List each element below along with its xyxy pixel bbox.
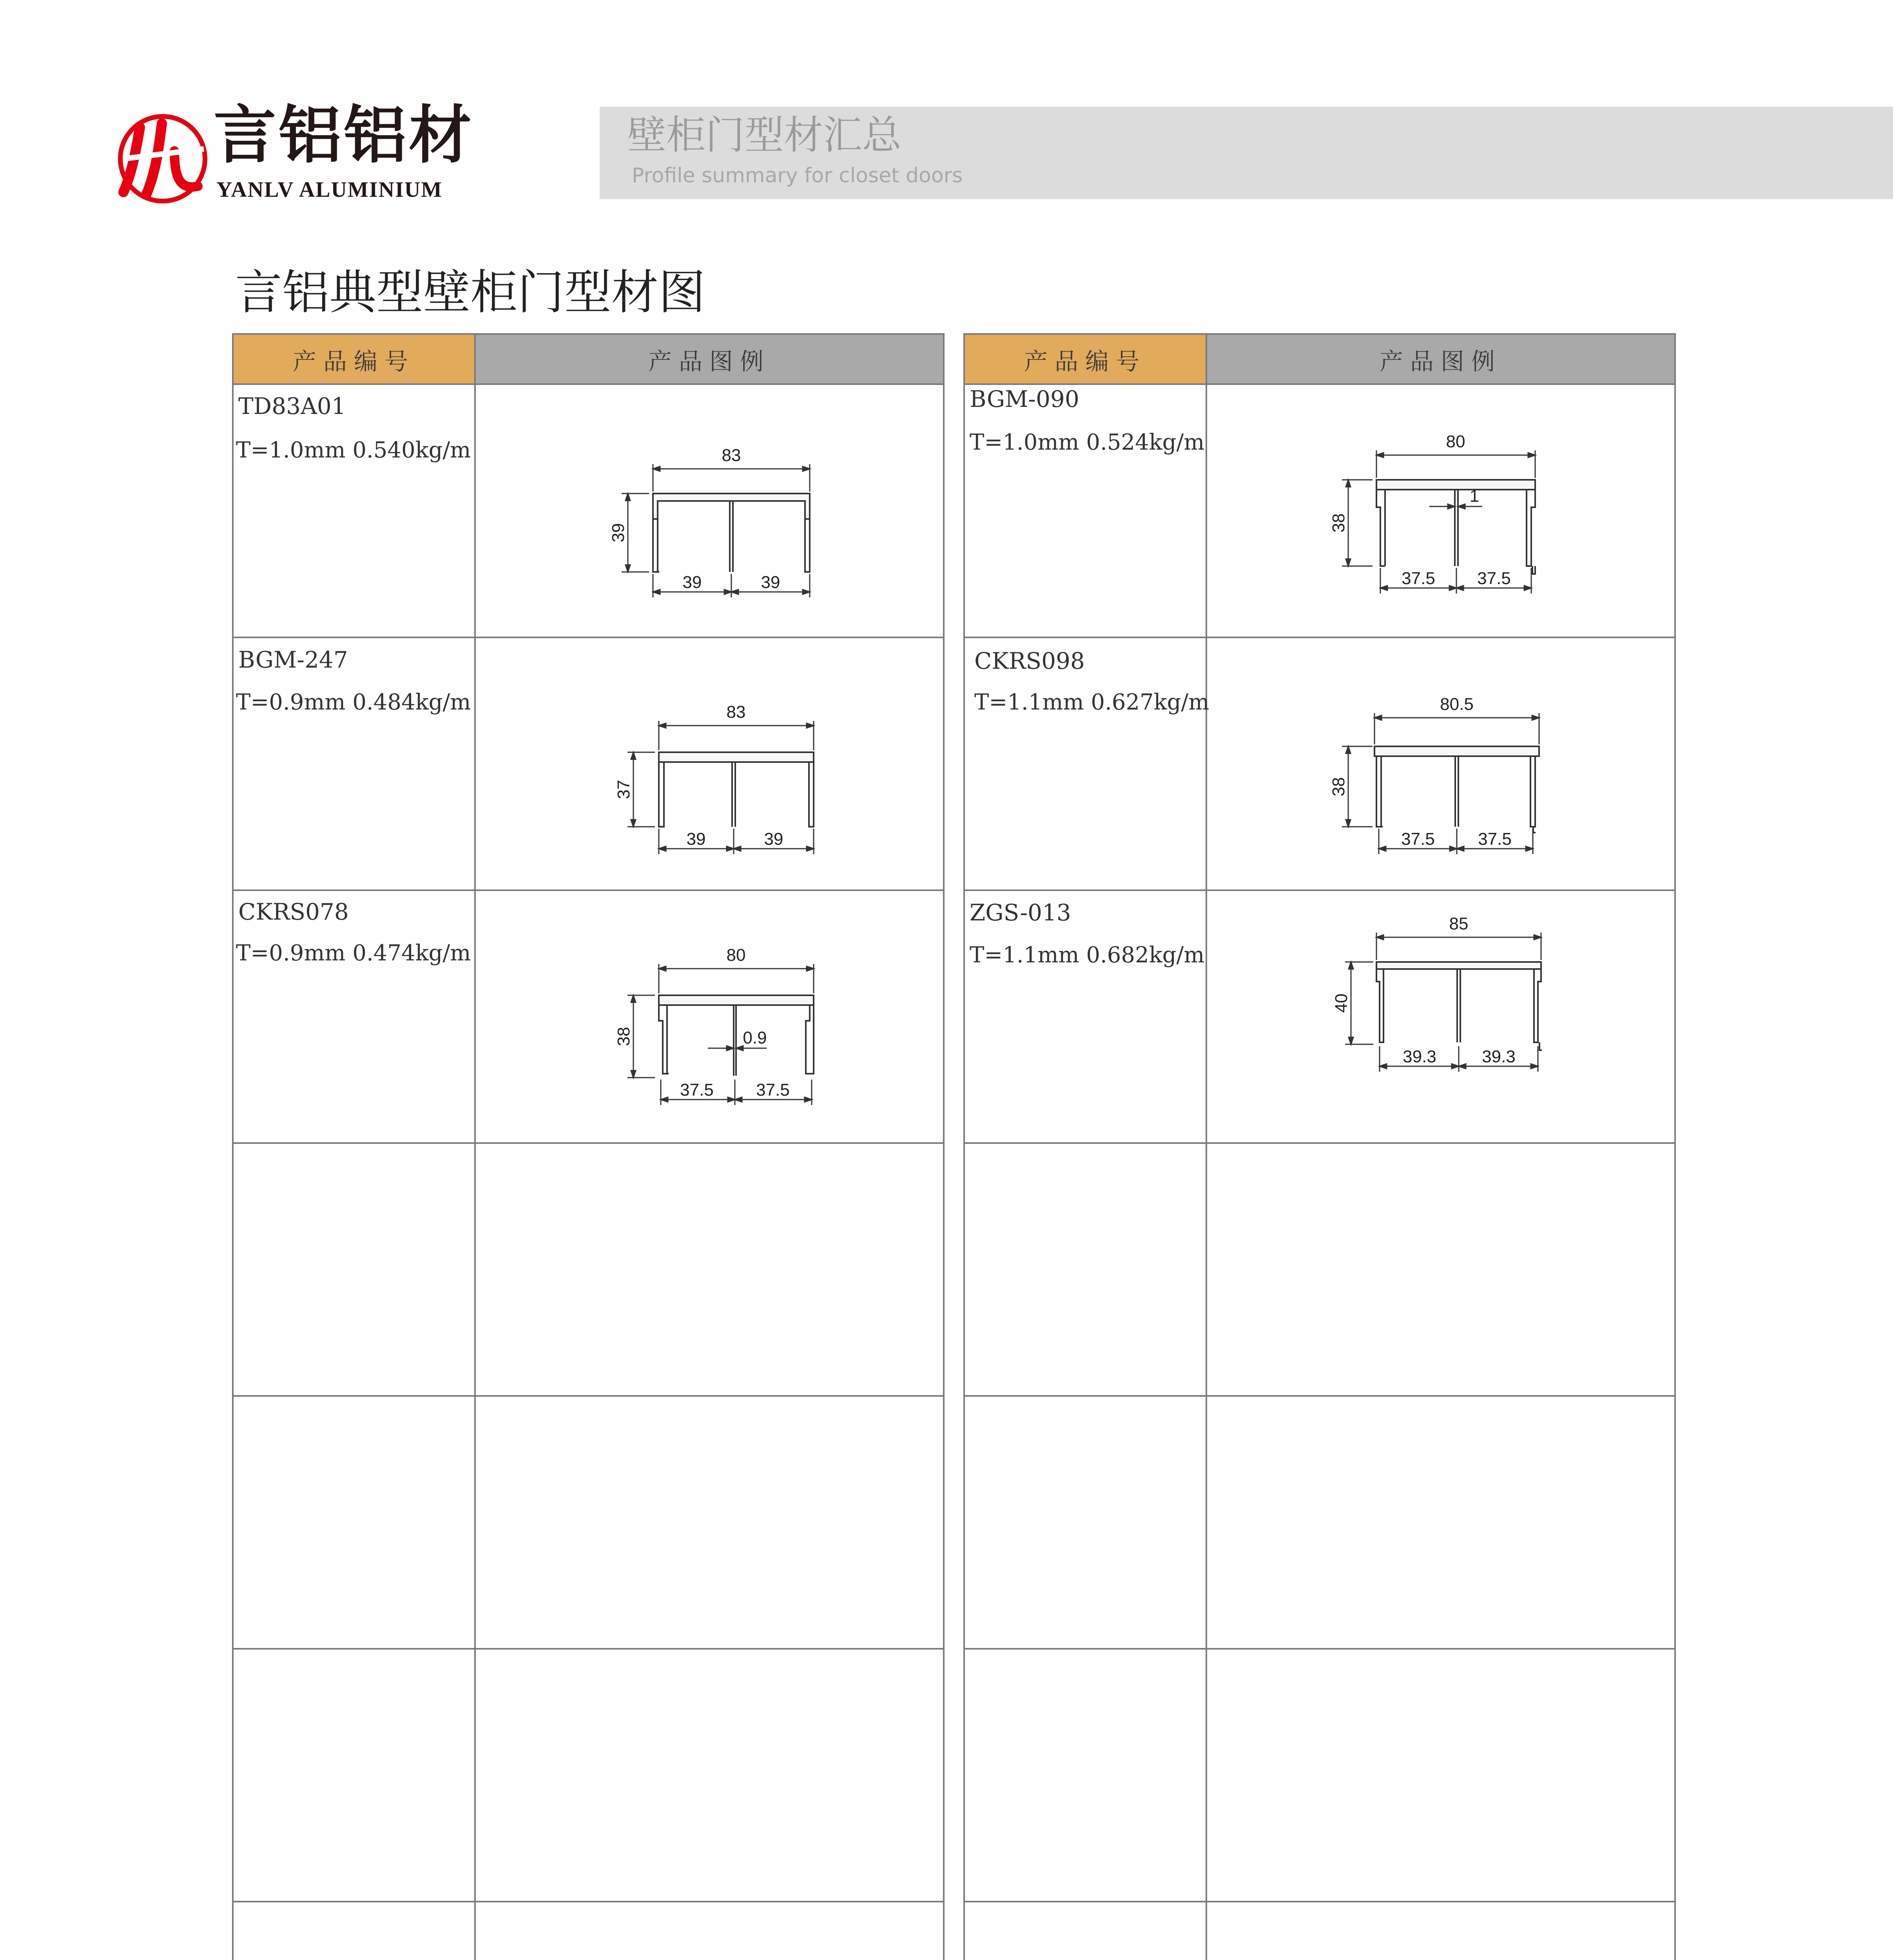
dim-height: 38 (1329, 513, 1348, 533)
dim-left: 39 (686, 829, 706, 849)
product-code: BGM-090 (970, 386, 1079, 412)
dim-wall-thickness: 0.9 (743, 1028, 767, 1047)
product-code: CKRS098 (974, 648, 1085, 674)
row-divider (965, 1395, 1674, 1397)
dim-height: 38 (614, 1027, 633, 1046)
dim-width: 85 (1449, 914, 1469, 933)
profile-drawing-zgs-013 (1306, 914, 1815, 1142)
row-divider (234, 1142, 943, 1144)
dim-right: 39.3 (1482, 1047, 1516, 1066)
dim-right: 37.5 (756, 1080, 790, 1100)
page-title: 言铝典型壁柜门型材图 (235, 265, 705, 320)
dim-left: 39 (682, 573, 702, 592)
product-spec: T=1.1mm 0.682kg/m (970, 942, 1205, 968)
dim-width: 80 (726, 946, 746, 965)
row-divider (234, 1395, 943, 1397)
product-spec: T=1.0mm 0.524kg/m (970, 430, 1205, 455)
brand-name-cn: 言铝铝材 (214, 98, 474, 172)
profile-drawing-bgm-090 (1318, 417, 1827, 637)
row-divider (234, 1901, 943, 1902)
product-spec: T=1.0mm 0.540kg/m (236, 437, 471, 463)
header-product-picture: 产品图例 (474, 335, 943, 385)
product-spec: T=0.9mm 0.484kg/m (236, 690, 471, 715)
dim-width: 80 (1446, 432, 1465, 451)
profile-table-right (963, 333, 1676, 1960)
dim-height: 38 (1329, 777, 1348, 797)
dim-wall-thickness: 1 (1469, 486, 1480, 506)
product-spec: T=1.1mm 0.627kg/m (974, 690, 1209, 715)
row-divider (234, 383, 943, 385)
dim-width: 80.5 (1440, 695, 1474, 714)
dim-left: 37.5 (680, 1080, 714, 1100)
dim-height: 37 (614, 780, 633, 799)
row-divider (234, 1648, 943, 1650)
section-title-en: Profile summary for closet doors (632, 164, 963, 187)
row-divider (965, 1142, 1674, 1144)
dim-right: 39 (764, 829, 783, 849)
row-divider (965, 889, 1674, 891)
brand-logo-icon (116, 112, 210, 206)
header-product-code: 产品编号 (234, 335, 474, 385)
dim-right: 37.5 (1477, 569, 1511, 588)
column-divider (1206, 385, 1207, 1960)
product-code: TD83A01 (238, 393, 346, 419)
dim-width: 83 (722, 446, 741, 465)
column-divider (474, 385, 476, 1960)
row-divider (965, 1648, 1674, 1650)
section-title-cn: 壁柜门型材汇总 (627, 112, 901, 158)
dim-right: 39 (761, 573, 780, 592)
product-code: CKRS078 (238, 898, 349, 925)
row-divider (965, 1901, 1674, 1902)
header-product-code: 产品编号 (965, 335, 1206, 385)
brand-name-en: YANLV ALUMINIUM (216, 178, 443, 202)
row-divider (234, 889, 943, 891)
dim-height: 40 (1332, 993, 1351, 1013)
row-divider (234, 637, 943, 638)
dim-width: 83 (726, 702, 746, 722)
product-code: BGM-247 (238, 646, 348, 673)
dim-left: 39.3 (1403, 1047, 1436, 1066)
profile-table-left (232, 333, 945, 1960)
product-code: ZGS-013 (970, 899, 1071, 926)
profile-drawing-ckrs098 (1318, 670, 1827, 889)
dim-right: 37.5 (1478, 829, 1512, 849)
dim-left: 37.5 (1401, 829, 1435, 849)
row-divider (965, 637, 1674, 638)
header-product-picture: 产品图例 (1206, 335, 1674, 385)
dim-left: 37.5 (1402, 569, 1435, 588)
product-spec: T=0.9mm 0.474kg/m (236, 940, 471, 966)
row-divider (965, 383, 1674, 385)
dim-height: 39 (609, 523, 628, 543)
